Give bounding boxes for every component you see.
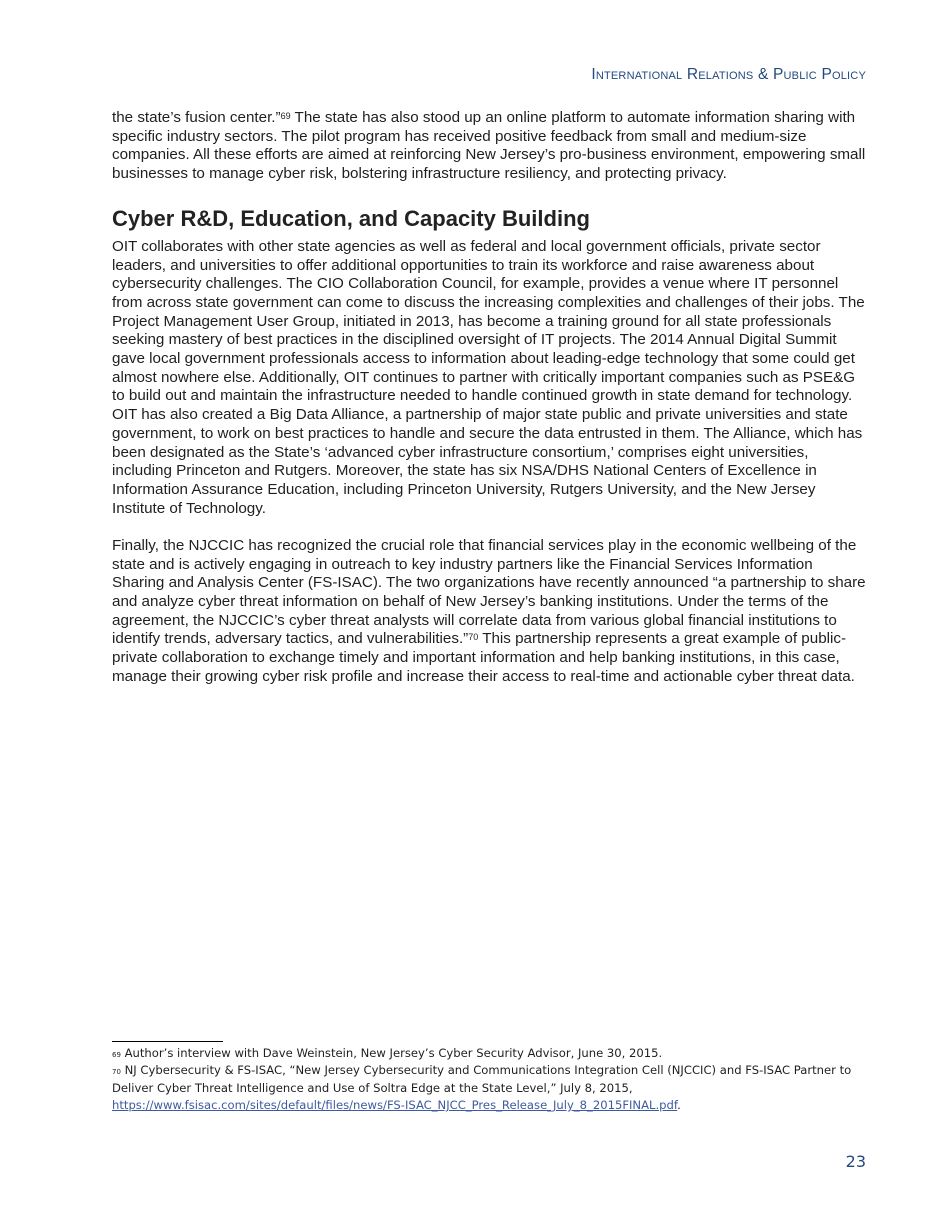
paragraph-text: The state has also stood up an online platform to automate information sharing with specific industry sectors. The pilot program has received positive feedback from small and medium-size companies. All these efforts are aimed at reinforcing New Jersey’s pro-business environment, empowering small businesses to manage cyber risk, bolstering infrastructure resiliency, and protecting privacy. <box>112 109 866 183</box>
footnote-link[interactable]: https://www.fsisac.com/sites/default/files/news/FS-ISAC_NJCC_Pres_Release_July_8_2015FINAL.pdf <box>112 1098 678 1113</box>
paragraph-text: This partnership represents a great example of public-private collaboration to exchange timely and important information and help banking institutions, in this case, manage their growing cyber risk profile and increase their access to real-time and actionable cyber threat data. <box>112 630 855 685</box>
footnote-ref-69[interactable]: 69 <box>280 111 291 121</box>
footnote-69 <box>112 1045 872 1062</box>
footnote-text: NJ Cybersecurity & FS-ISAC, “New Jersey Cybersecurity and Communications Integration Cell (NJCCIC) and FS-ISAC Partner to Deliver Cyber Threat Intelligence and Use of Soltra Edge at the State Level,” July 8, 2015, <box>112 1063 852 1095</box>
paragraph-fusion-center <box>112 109 868 184</box>
footnote-divider <box>112 1041 223 1042</box>
paragraph-njccic <box>112 537 868 687</box>
paragraph-text: the state’s fusion center.” <box>112 109 281 126</box>
main-content <box>112 109 868 686</box>
footnote-number: 70 <box>112 1068 121 1077</box>
footnote-ref-70[interactable]: 70 <box>468 632 479 643</box>
footnote-text: Author’s interview with Dave Weinstein, New Jersey’s Cyber Security Advisor, June 30, 2015. <box>120 1046 663 1060</box>
footnote-70 <box>112 1062 872 1114</box>
paragraph-oit-collaboration: OIT collaborates with other state agencies as well as federal and local government officials, private sector leaders, and universities to offer additional opportunities to train its workforce and raise awareness about cybersecurity challenges. The CIO Collaboration Council, for example, provides a venue where IT personnel from across state government can come to discuss the increasing complexities and challenges of their jobs. The Project Management User Group, initiated in 2013, has become a training ground for all state professionals seeking mastery of best practices in the disciplined oversight of IT projects. The 2014 Annual Digital Summit gave local government professionals access to information about leading-edge technology that some could get almost nowhere else. Additionally, OIT continues to partner with critically important companies such as PSE&G to build out and maintain the infrastructure needed to handle continued growth in state demand for technology. OIT has also created a Big Data Alliance, a partnership of major state public and private universities and state government, to work on best practices to handle and secure the data entrusted in them. The Alliance, which has been designated as the State’s ‘advanced cyber infrastructure consortium,’ comprises eight universities, including Princeton and Rutgers. Moreover, the state has six NSA/DHS National Centers of Excellence in Information Assurance Education, including Princeton University, Rutgers University, and the New Jersey Institute of Technology. <box>112 237 865 517</box>
footnotes <box>112 1045 872 1115</box>
footnote-number: 69 <box>112 1051 121 1059</box>
footnote-end: . <box>677 1098 681 1113</box>
paragraph-text: Finally, the NJCCIC has recognized the crucial role that financial services play in the economic wellbeing of the state and is actively engaging in outreach to key industry partners like the Financial Services Information Sharing and Analysis Center (FS-ISAC). The two organizations have recently announced “a partnership to share and analyze cyber threat information on behalf of New Jersey’s banking institutions. Under the terms of the agreement, the NJCCIC’s cyber threat analysts will correlate data from various global financial institutions to identify trends, adversary tactics, and vulnerabilities.” <box>112 536 866 648</box>
page-number: 23 <box>845 1152 866 1171</box>
section-heading: Cyber R&D, Education, and Capacity Building <box>112 205 590 231</box>
running-header: International Relations & Public Policy <box>591 66 866 83</box>
